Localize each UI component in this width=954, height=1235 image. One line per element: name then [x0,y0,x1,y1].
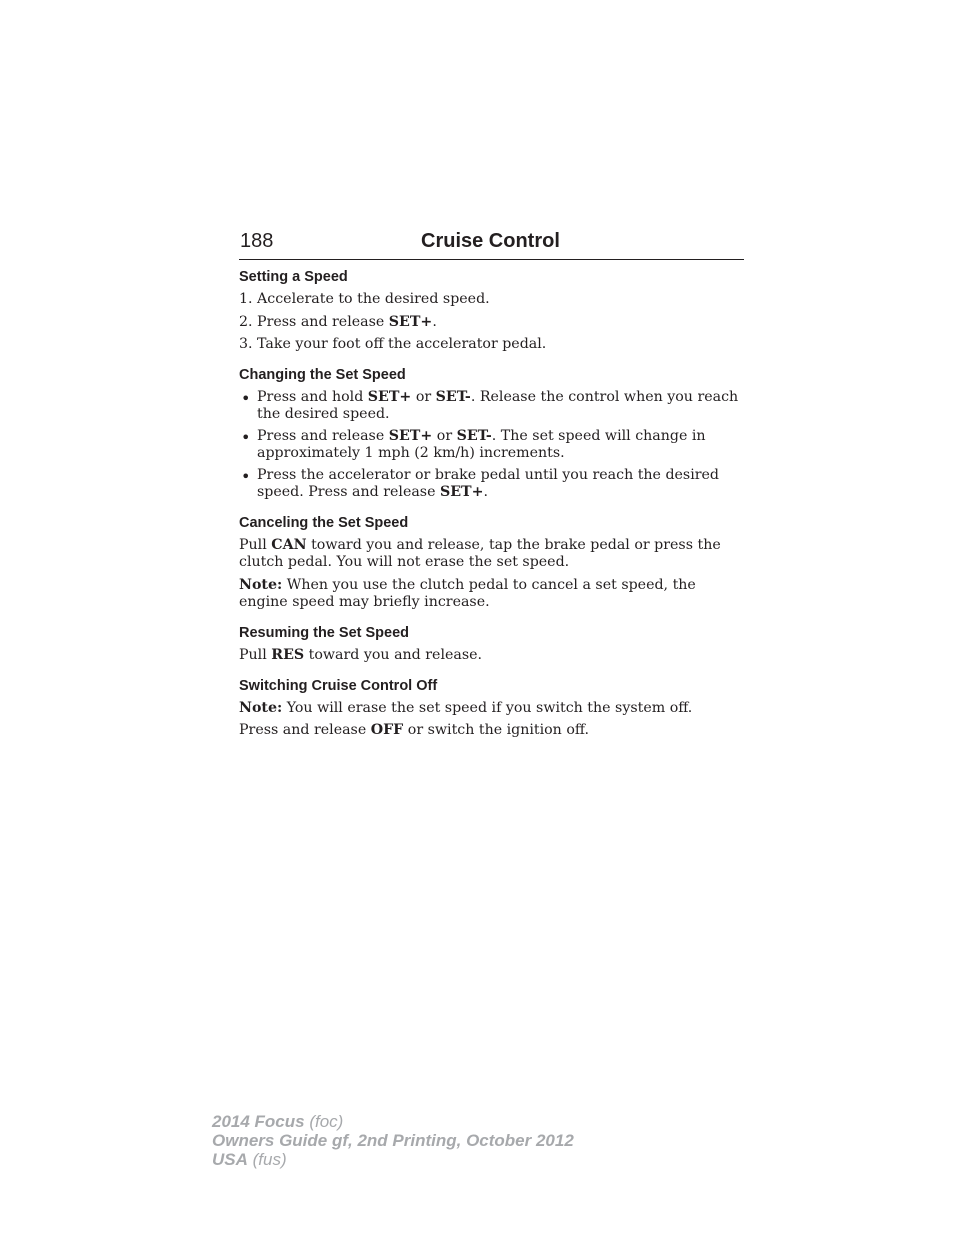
section-heading: Canceling the Set Speed [239,515,409,531]
note: Note: You will erase the set speed if you switch the system off. [239,699,693,716]
section-heading: Switching Cruise Control Off [239,677,438,694]
section-changing-speed [239,366,739,501]
page-footer [212,1112,574,1169]
note: Note: When you use the clutch pedal to cancel a set speed, the engine speed may briefly increase. [239,576,696,610]
section-heading: Setting a Speed [239,269,348,285]
page-number: 188 [240,230,274,252]
footer-line-1: 2014 Focus (foc) [212,1112,344,1131]
paragraph: Press and release OFF or switch the ignition off. [239,722,589,738]
step-2: 2. Press and release SET+. [239,313,437,330]
section-heading: Resuming the Set Speed [239,624,410,641]
section-resuming-speed [239,624,739,664]
list-item: • Press the accelerator or brake pedal until you reach the desired speed. Press and release SET+. [241,467,720,500]
list-item: • Press and release SET+ or SET-. The set speed will change in approximately 1 mph (2 km/h) increments. [241,428,706,461]
paragraph: Pull CAN toward you and release, tap the brake pedal or press the clutch pedal. You will not erase the set speed. [239,537,721,570]
chapter-title: Cruise Control [421,230,560,252]
step-1: 1. Accelerate to the desired speed. [239,291,490,307]
section-setting-speed [239,268,739,353]
page-content [239,268,739,739]
paragraph: Pull RES toward you and release. [239,646,483,663]
section-canceling-speed [239,514,739,611]
footer-line-3: USA (fus) [212,1150,287,1169]
section-heading: Changing the Set Speed [239,367,406,383]
footer-line-2: Owners Guide gf, 2nd Printing, October 2012 [212,1131,574,1150]
list-item: • Press and hold SET+ or SET-. Release the control when you reach the desired speed. [241,389,739,422]
step-3: 3. Take your foot off the accelerator pedal. [239,336,547,352]
page-header [239,229,744,260]
section-switching-off [239,677,739,740]
